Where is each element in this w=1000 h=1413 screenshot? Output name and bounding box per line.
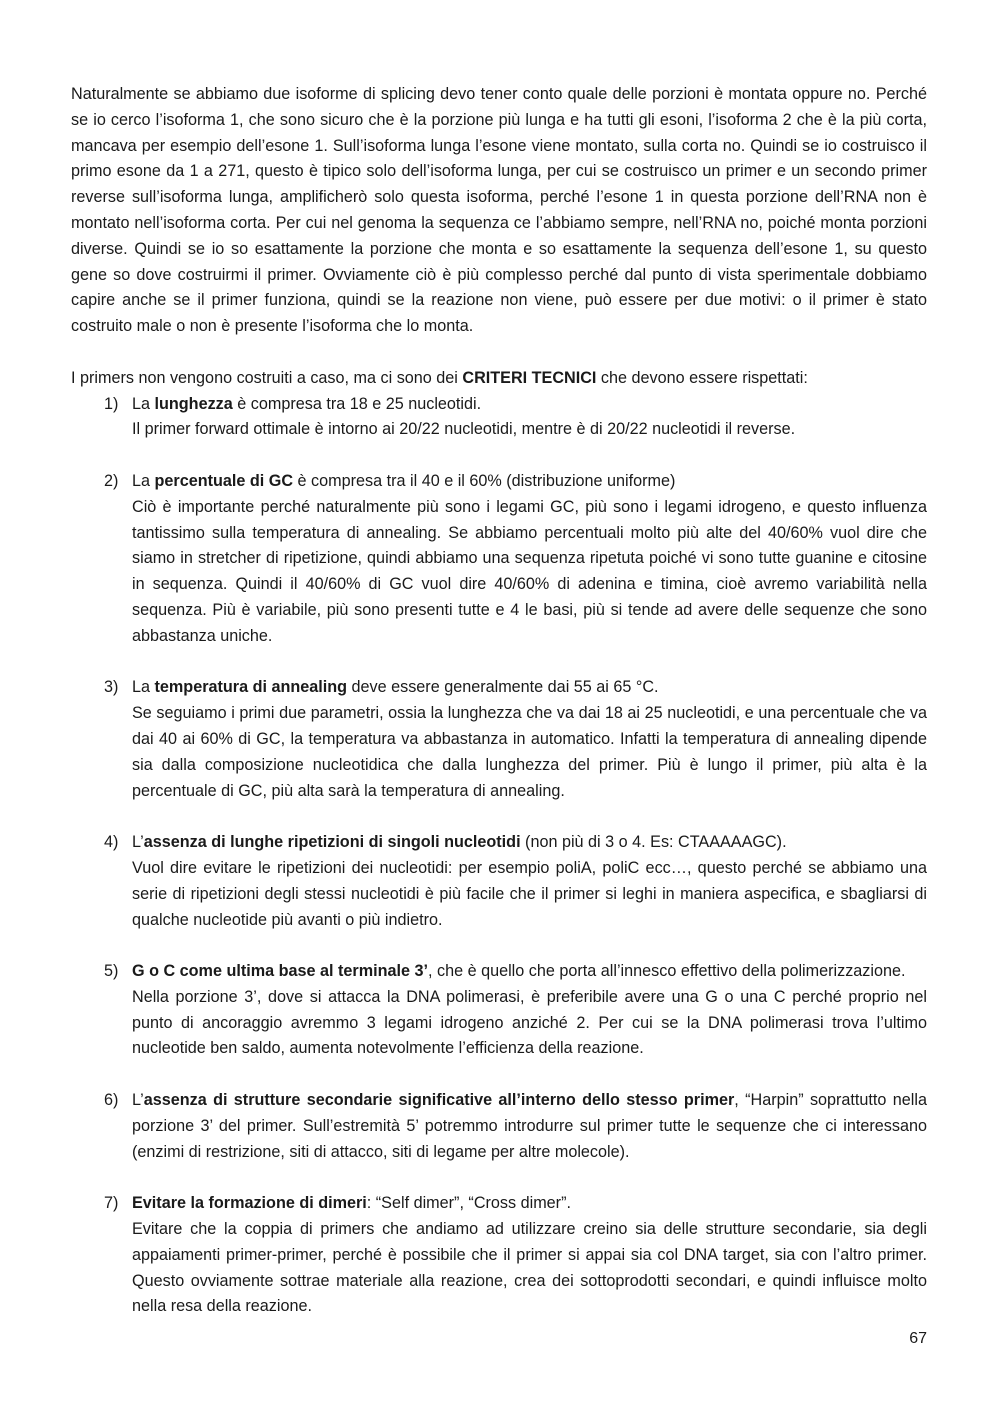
criterion-lead: La: [132, 471, 155, 490]
criterion-rest: , che è quello che porta all’innesco effettivo della polimerizzazione.: [427, 962, 906, 981]
criterion-lead: La: [132, 394, 155, 413]
criterion-title: [132, 469, 927, 495]
criterion-bold: assenza di lunghe ripetizioni di singoli nucleotidi: [143, 833, 521, 852]
criterion-body: Vuol dire evitare le ripetizioni dei nucleotidi: per esempio poliA, poliC ecc…, questo perché se abbiamo una serie di ripetizioni degli stessi nucleotidi è più facile che il primer si leghi in maniera aspecifica, e sbagliarsi di qualche nucleotide più avanti o più indietro.: [132, 858, 927, 929]
criteria-intro-bold: CRITERI TECNICI: [462, 368, 597, 387]
criteria-intro-before: I primers non vengono costruiti a caso, ma ci sono dei: [71, 368, 463, 387]
criterion-title: [132, 959, 927, 985]
criterion-rest: deve essere generalmente dai 55 ai 65 °C.: [347, 678, 659, 697]
criteria-intro: [71, 366, 927, 392]
criterion-2: [71, 469, 927, 650]
criterion-lead: La: [132, 678, 155, 697]
criterion-5: [71, 959, 927, 1062]
criteria-intro-after: che devono essere rispettati:: [596, 368, 808, 387]
criterion-lead: L’: [132, 1091, 144, 1110]
criterion-lead: L’: [132, 833, 144, 852]
intro-paragraph: Naturalmente se abbiamo due isoforme di splicing devo tener conto quale delle porzioni è montata oppure no. Perché se io cerco l’isoforma 1, che sono sicuro che è la porzione più lunga e ha tutti gli esoni, l’isoforma 2 che è la più corta, mancava per esempio dell’esone 1. Sull’isoforma lunga l’esone viene montato, sulla corta no. Quindi se io costruisco il primo esone da 1 a 271, questo è tipico solo dell’isoforma lunga, per cui se costruisco un primer e un secondo primer reverse sull’isoforma lunga, amplificherò solo questa isoforma, perché l’esone 1 in questa porzione dell’RNA non è montato nell’isoforma corta. Per cui nel genoma la sequenza ce l’abbiamo sempre, nell’RNA no, poiché monta porzioni diverse. Quindi se io so esattamente la porzione che monta e so esattamente la sequenza dell’esone 1, su questo gene so dove costruirmi il primer. Ovviamente ciò è più complesso perché dal punto di vista sperimentale dobbiamo capire anche se il primer funziona, quindi se la reazione non viene, può essere per due motivi: o il primer è stato costruito male o non è presente l’isoforma che lo monta.: [71, 85, 927, 336]
criterion-body: Il primer forward ottimale è intorno ai 20/22 nucleotidi, mentre è di 20/22 nucleotidi il reverse.: [132, 420, 796, 439]
criterion-rest: : “Self dimer”, “Cross dimer”.: [366, 1194, 571, 1213]
criterion-rest: è compresa tra il 40 e il 60% (distribuzione uniforme): [293, 471, 676, 490]
criterion-6: [71, 1088, 927, 1165]
criterion-3: [71, 675, 927, 804]
criterion-title: [132, 830, 927, 856]
criterion-title: [132, 675, 927, 701]
criterion-bold: Evitare la formazione di dimeri: [132, 1194, 367, 1213]
criterion-1: [71, 392, 927, 444]
criterion-body: Evitare che la coppia di primers che andiamo ad utilizzare creino sia delle strutture secondarie, sia degli appaiamenti primer-primer, perché è possibile che il primer si appai sia col DNA target, sia con l’altro primer. Questo ovviamente sottrae materiale alla reazione, crea dei sottoprodotti secondari, e quindi influisce molto nella resa della reazione.: [132, 1220, 927, 1316]
criterion-rest: è compresa tra 18 e 25 nucleotidi.: [232, 394, 482, 413]
criterion-bold: G o C come ultima base al terminale 3’: [132, 962, 428, 981]
criterion-bold: percentuale di GC: [154, 471, 294, 490]
page-number: 67: [909, 1330, 927, 1347]
criterion-4: [71, 830, 927, 933]
criterion-number: 7): [104, 1194, 119, 1213]
criterion-number: 2): [104, 471, 119, 490]
criterion-body: Ciò è importante perché naturalmente più sono i legami GC, più sono i legami idrogeno, e questo influenza tantissimo sulla temperatura di annealing. Se abbiamo percentuali molto più alte del 40/60% vuol dire che siamo in stretcher di ripetizione, quindi abbiamo una sequenza ripetuta poiché vi sono tutte guanine e citosine in sequenza. Quindi il 40/60% di GC vuol dire 40/60% di adenina e timina, cioè avremo variabilità nella sequenza. Più è variabile, più sono presenti tutte e 4 le basi, più si tende ad avere delle sequenze che sono abbastanza uniche.: [132, 497, 927, 645]
criterion-number: 6): [104, 1091, 119, 1110]
criterion-body: Se seguiamo i primi due parametri, ossia la lunghezza che va dai 18 ai 25 nucleotidi, e una percentuale che va dai 40 ai 60% di GC, la temperatura va abbastanza in automatico. Infatti la temperatura di annealing dipende sia dalla composizione nucleotidica che dalla lunghezza del primer. Più è lungo il primer, più alta è la percentuale di GC, più alta sarà la temperatura di annealing.: [132, 704, 927, 800]
criterion-title: [132, 1088, 927, 1165]
criterion-bold: assenza di strutture secondarie significative all’interno dello stesso primer: [143, 1091, 735, 1110]
criterion-rest: (non più di 3 o 4. Es: CTAAAAAGC).: [520, 833, 787, 852]
criterion-title: [132, 392, 927, 418]
criterion-bold: temperatura di annealing: [154, 678, 348, 697]
criterion-number: 5): [104, 962, 119, 981]
criterion-bold: lunghezza: [154, 394, 233, 413]
criterion-number: 4): [104, 833, 119, 852]
criteria-list: [71, 392, 927, 1321]
criterion-number: 3): [104, 678, 119, 697]
criterion-number: 1): [104, 394, 119, 413]
criterion-title: [132, 1191, 927, 1217]
criterion-body: Nella porzione 3’, dove si attacca la DNA polimerasi, è preferibile avere una G o una C perché proprio nel punto di ancoraggio avremmo 3 legami idrogeno anziché 2. Per cui se la DNA polimerasi trova l’ultimo nucleotide ben saldo, aumenta notevolmente l’efficienza della reazione.: [132, 987, 927, 1058]
criterion-7: [71, 1191, 927, 1320]
document-page: [71, 82, 927, 1320]
criterion-rest: , “Harpin” soprattutto nella porzione 3’ del primer. Sull’estremità 5’ potremmo introdurre sul primer tutte le sequenze che ci interessano (enzimi di restrizione, siti di attacco, siti di legame per altre molecole).: [132, 1091, 927, 1161]
